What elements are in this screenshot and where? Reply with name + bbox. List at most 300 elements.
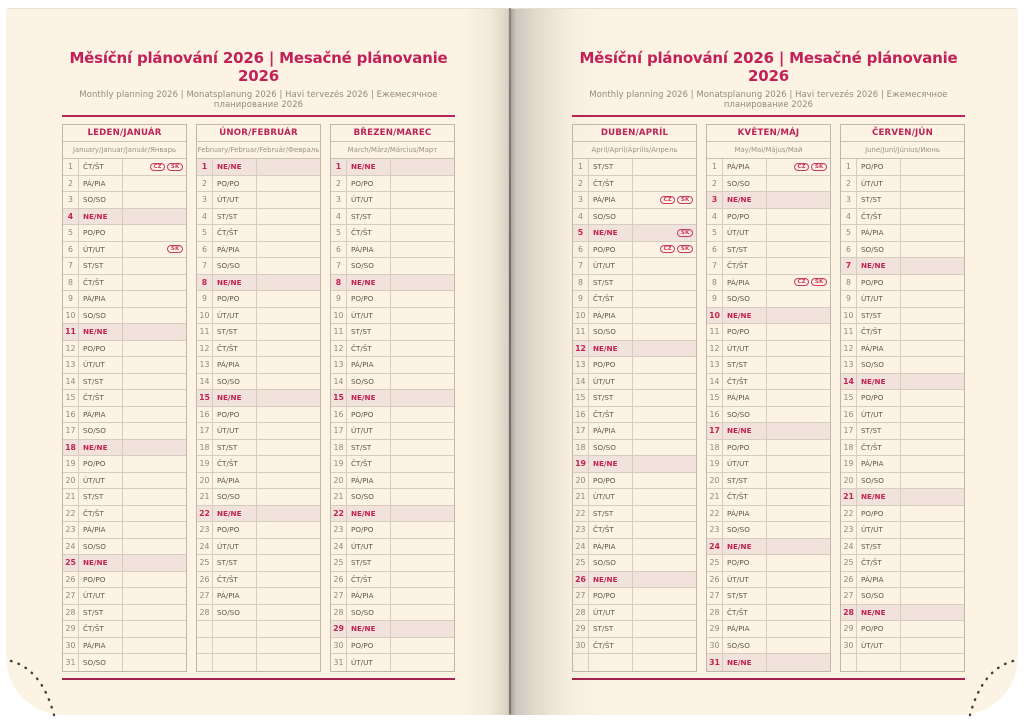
day-name: ÚT/UT bbox=[589, 374, 633, 390]
day-number: 15 bbox=[331, 390, 347, 406]
day-number: 22 bbox=[573, 506, 589, 522]
notes-cell bbox=[123, 555, 186, 571]
day-number: 2 bbox=[331, 176, 347, 192]
day-name: ÚT/UT bbox=[857, 291, 901, 307]
notes-cell bbox=[257, 473, 320, 489]
day-name: ÚT/UT bbox=[857, 176, 901, 192]
day-name: ČT/ŠT bbox=[79, 506, 123, 522]
day-name: ČT/ŠT bbox=[213, 572, 257, 588]
day-row-sunday bbox=[331, 159, 454, 176]
day-number: 15 bbox=[63, 390, 79, 406]
notes-cell bbox=[901, 456, 964, 472]
day-name: ST/ST bbox=[857, 423, 901, 439]
day-row bbox=[331, 555, 454, 572]
day-row-sunday bbox=[841, 374, 964, 391]
notes-cell bbox=[257, 605, 320, 621]
day-name: PO/PO bbox=[213, 522, 257, 538]
notes-cell bbox=[767, 341, 830, 357]
notes-cell bbox=[767, 225, 830, 241]
notes-cell bbox=[767, 258, 830, 274]
day-row bbox=[841, 225, 964, 242]
month-unor-februar bbox=[196, 124, 321, 672]
notes-cell bbox=[257, 341, 320, 357]
day-name: PO/PO bbox=[589, 357, 633, 373]
day-name: SO/SO bbox=[79, 423, 123, 439]
day-name: ST/ST bbox=[723, 242, 767, 258]
notes-cell bbox=[633, 555, 696, 571]
day-row bbox=[707, 390, 830, 407]
notes-cell bbox=[901, 209, 964, 225]
notes-cell bbox=[391, 159, 454, 175]
day-number: 16 bbox=[841, 407, 857, 423]
notes-cell bbox=[257, 522, 320, 538]
day-name: ÚT/UT bbox=[857, 407, 901, 423]
day-name: SO/SO bbox=[857, 357, 901, 373]
notes-cell bbox=[391, 258, 454, 274]
notes-cell bbox=[633, 357, 696, 373]
notes-cell bbox=[391, 440, 454, 456]
day-number: 14 bbox=[841, 374, 857, 390]
day-number: 6 bbox=[331, 242, 347, 258]
day-name: ČT/ŠT bbox=[79, 390, 123, 406]
day-number: 1 bbox=[707, 159, 723, 175]
day-row bbox=[707, 638, 830, 655]
notes-cell bbox=[901, 506, 964, 522]
day-number: 11 bbox=[707, 324, 723, 340]
day-name: PÁ/PIA bbox=[589, 423, 633, 439]
day-row bbox=[63, 489, 186, 506]
day-row bbox=[63, 522, 186, 539]
day-name: NE/NE bbox=[213, 390, 257, 406]
day-name: NE/NE bbox=[589, 572, 633, 588]
notes-cell bbox=[391, 539, 454, 555]
notes-cell bbox=[633, 572, 696, 588]
day-row bbox=[63, 159, 186, 176]
notes-cell bbox=[767, 192, 830, 208]
empty-row bbox=[197, 654, 320, 671]
month-languages: June/Juni/Június/Июнь bbox=[841, 142, 964, 159]
day-number: 23 bbox=[63, 522, 79, 538]
notes-cell bbox=[633, 176, 696, 192]
day-row bbox=[197, 225, 320, 242]
day-number: 29 bbox=[331, 621, 347, 637]
day-number: 3 bbox=[841, 192, 857, 208]
day-name: PO/PO bbox=[857, 390, 901, 406]
day-name: ČT/ŠT bbox=[589, 176, 633, 192]
day-number: 3 bbox=[331, 192, 347, 208]
day-row bbox=[331, 357, 454, 374]
day-number: 16 bbox=[573, 407, 589, 423]
day-number: 20 bbox=[63, 473, 79, 489]
day-number: 10 bbox=[841, 308, 857, 324]
notes-cell bbox=[633, 258, 696, 274]
day-name: PO/PO bbox=[857, 159, 901, 175]
day-row bbox=[63, 308, 186, 325]
holiday-badge-cz: CZ bbox=[660, 196, 675, 204]
day-row-sunday bbox=[197, 275, 320, 292]
day-number: 27 bbox=[573, 588, 589, 604]
day-name: NE/NE bbox=[589, 456, 633, 472]
day-name: NE/NE bbox=[213, 506, 257, 522]
day-name: SO/SO bbox=[79, 308, 123, 324]
day-row-sunday bbox=[707, 539, 830, 556]
day-row bbox=[841, 324, 964, 341]
notes-cell bbox=[391, 522, 454, 538]
day-row bbox=[573, 638, 696, 655]
day-number: 21 bbox=[331, 489, 347, 505]
header-rule bbox=[62, 115, 455, 117]
day-number: 22 bbox=[331, 506, 347, 522]
notes-cell bbox=[123, 225, 186, 241]
day-row bbox=[841, 407, 964, 424]
notes-cell bbox=[633, 423, 696, 439]
day-number: 12 bbox=[197, 341, 213, 357]
day-row bbox=[841, 539, 964, 556]
day-number: 14 bbox=[197, 374, 213, 390]
day-name: SO/SO bbox=[79, 539, 123, 555]
notes-cell bbox=[123, 357, 186, 373]
day-row bbox=[707, 225, 830, 242]
empty-day-name bbox=[213, 638, 257, 654]
day-row-sunday bbox=[197, 159, 320, 176]
day-number: 13 bbox=[707, 357, 723, 373]
holiday-badge-cz: CZ bbox=[150, 163, 165, 171]
day-number: 21 bbox=[197, 489, 213, 505]
day-name: ST/ST bbox=[589, 621, 633, 637]
notes-cell bbox=[257, 192, 320, 208]
day-name: NE/NE bbox=[79, 324, 123, 340]
notes-cell bbox=[633, 456, 696, 472]
day-name: PÁ/PIA bbox=[213, 473, 257, 489]
day-number: 13 bbox=[331, 357, 347, 373]
day-number: 31 bbox=[63, 654, 79, 671]
day-row-sunday bbox=[63, 209, 186, 226]
notes-cell bbox=[901, 291, 964, 307]
day-number: 14 bbox=[63, 374, 79, 390]
notes-cell bbox=[901, 407, 964, 423]
day-number: 8 bbox=[841, 275, 857, 291]
day-row bbox=[573, 176, 696, 193]
day-number: 26 bbox=[197, 572, 213, 588]
holiday-badge-sk: SK bbox=[811, 278, 827, 286]
page-title: Měsíční plánování 2026 | Mesačné plánovanie 2026 bbox=[579, 49, 958, 85]
months-row-left bbox=[62, 124, 455, 672]
notes-cell bbox=[767, 209, 830, 225]
notes-cell bbox=[391, 242, 454, 258]
day-row bbox=[331, 522, 454, 539]
notes-cell bbox=[767, 489, 830, 505]
day-number: 18 bbox=[707, 440, 723, 456]
day-row bbox=[63, 407, 186, 424]
page-left bbox=[6, 8, 511, 715]
day-row bbox=[573, 407, 696, 424]
day-number: 25 bbox=[63, 555, 79, 571]
day-row bbox=[707, 258, 830, 275]
day-number: 2 bbox=[707, 176, 723, 192]
day-row bbox=[841, 588, 964, 605]
day-number: 24 bbox=[707, 539, 723, 555]
day-name: ST/ST bbox=[589, 275, 633, 291]
notes-cell bbox=[767, 605, 830, 621]
notes-cell bbox=[901, 489, 964, 505]
notes-cell bbox=[391, 225, 454, 241]
day-row bbox=[841, 242, 964, 259]
empty-notes-cell bbox=[257, 654, 320, 671]
day-number: 4 bbox=[841, 209, 857, 225]
day-number: 12 bbox=[331, 341, 347, 357]
day-number: 28 bbox=[331, 605, 347, 621]
day-number: 2 bbox=[63, 176, 79, 192]
day-name: SO/SO bbox=[723, 291, 767, 307]
day-number: 16 bbox=[63, 407, 79, 423]
notes-cell bbox=[767, 159, 830, 175]
day-name: ÚT/UT bbox=[857, 522, 901, 538]
day-row bbox=[573, 506, 696, 523]
notes-cell bbox=[767, 506, 830, 522]
day-number: 8 bbox=[573, 275, 589, 291]
day-name: ÚT/UT bbox=[213, 308, 257, 324]
day-row bbox=[573, 440, 696, 457]
notes-cell bbox=[123, 522, 186, 538]
month-languages: January/Januar/Január/Январь bbox=[63, 142, 186, 159]
day-number: 27 bbox=[707, 588, 723, 604]
day-row bbox=[63, 456, 186, 473]
notes-cell bbox=[391, 407, 454, 423]
day-name: ST/ST bbox=[79, 374, 123, 390]
notes-cell bbox=[633, 407, 696, 423]
day-name: ÚT/UT bbox=[347, 192, 391, 208]
day-number: 9 bbox=[707, 291, 723, 307]
day-number: 6 bbox=[197, 242, 213, 258]
day-name: ÚT/UT bbox=[213, 192, 257, 208]
notes-cell bbox=[901, 621, 964, 637]
notes-cell bbox=[257, 209, 320, 225]
notes-cell bbox=[257, 308, 320, 324]
notes-cell bbox=[767, 473, 830, 489]
day-number: 10 bbox=[573, 308, 589, 324]
day-row bbox=[707, 357, 830, 374]
day-name: SO/SO bbox=[857, 588, 901, 604]
notes-cell bbox=[391, 357, 454, 373]
day-row bbox=[573, 291, 696, 308]
day-name: PÁ/PIA bbox=[857, 341, 901, 357]
day-number: 18 bbox=[197, 440, 213, 456]
day-row bbox=[197, 242, 320, 259]
day-number: 10 bbox=[707, 308, 723, 324]
day-name: ÚT/UT bbox=[79, 473, 123, 489]
day-row-sunday bbox=[63, 324, 186, 341]
day-row bbox=[707, 456, 830, 473]
day-number: 1 bbox=[331, 159, 347, 175]
day-name: PÁ/PIA bbox=[213, 588, 257, 604]
notes-cell bbox=[633, 225, 696, 241]
day-row bbox=[331, 588, 454, 605]
day-row bbox=[841, 192, 964, 209]
day-number: 16 bbox=[197, 407, 213, 423]
day-number: 17 bbox=[573, 423, 589, 439]
day-name: ÚT/UT bbox=[213, 423, 257, 439]
day-number: 10 bbox=[197, 308, 213, 324]
day-number: 12 bbox=[707, 341, 723, 357]
day-row bbox=[331, 176, 454, 193]
day-name: ČT/ŠT bbox=[589, 291, 633, 307]
day-number: 5 bbox=[197, 225, 213, 241]
day-name: ST/ST bbox=[857, 192, 901, 208]
notes-cell bbox=[123, 423, 186, 439]
month-cerven-jun bbox=[840, 124, 965, 672]
day-number: 10 bbox=[63, 308, 79, 324]
page-right bbox=[511, 8, 1018, 715]
day-name: ÚT/UT bbox=[589, 489, 633, 505]
day-row bbox=[841, 638, 964, 655]
day-number: 28 bbox=[841, 605, 857, 621]
day-row bbox=[707, 291, 830, 308]
day-row bbox=[841, 390, 964, 407]
day-number: 28 bbox=[63, 605, 79, 621]
notes-cell bbox=[257, 440, 320, 456]
month-title: LEDEN/JANUÁR bbox=[63, 125, 186, 142]
notes-cell bbox=[633, 539, 696, 555]
holiday-badge-sk: SK bbox=[167, 163, 183, 171]
day-name: NE/NE bbox=[347, 621, 391, 637]
day-row bbox=[331, 209, 454, 226]
day-name: SO/SO bbox=[589, 440, 633, 456]
day-row bbox=[197, 489, 320, 506]
notes-cell bbox=[901, 473, 964, 489]
notes-cell bbox=[123, 341, 186, 357]
day-name: PO/PO bbox=[347, 291, 391, 307]
day-row bbox=[841, 423, 964, 440]
day-number: 25 bbox=[197, 555, 213, 571]
day-number: 11 bbox=[841, 324, 857, 340]
day-number: 15 bbox=[573, 390, 589, 406]
day-name: ST/ST bbox=[79, 489, 123, 505]
day-name: PO/PO bbox=[857, 621, 901, 637]
day-number: 10 bbox=[331, 308, 347, 324]
day-row bbox=[63, 572, 186, 589]
day-number: 3 bbox=[197, 192, 213, 208]
day-name: PO/PO bbox=[723, 440, 767, 456]
day-name: PO/PO bbox=[347, 407, 391, 423]
day-number: 6 bbox=[573, 242, 589, 258]
day-row bbox=[197, 440, 320, 457]
day-name: NE/NE bbox=[79, 555, 123, 571]
day-number: 5 bbox=[573, 225, 589, 241]
day-name: PO/PO bbox=[589, 473, 633, 489]
day-number: 8 bbox=[197, 275, 213, 291]
day-row bbox=[197, 572, 320, 589]
notes-cell bbox=[391, 473, 454, 489]
day-name: PÁ/PIA bbox=[347, 242, 391, 258]
day-number: 29 bbox=[707, 621, 723, 637]
notes-cell bbox=[123, 258, 186, 274]
month-title: BŘEZEN/MAREC bbox=[331, 125, 454, 142]
notes-cell bbox=[123, 209, 186, 225]
month-languages: February/Februar/Február/Февраль bbox=[197, 142, 320, 159]
day-row bbox=[841, 308, 964, 325]
day-row bbox=[197, 522, 320, 539]
notes-cell bbox=[633, 242, 696, 258]
day-number: 30 bbox=[573, 638, 589, 654]
notes-cell bbox=[633, 192, 696, 208]
perforation-dots-right bbox=[954, 657, 1016, 719]
day-number: 21 bbox=[841, 489, 857, 505]
day-name: PO/PO bbox=[79, 341, 123, 357]
day-name: ST/ST bbox=[213, 324, 257, 340]
day-number: 12 bbox=[63, 341, 79, 357]
day-number: 9 bbox=[197, 291, 213, 307]
day-row bbox=[331, 654, 454, 671]
day-name: PO/PO bbox=[213, 176, 257, 192]
day-row bbox=[707, 407, 830, 424]
day-row bbox=[197, 374, 320, 391]
day-row bbox=[573, 192, 696, 209]
notes-cell bbox=[123, 473, 186, 489]
notes-cell bbox=[767, 638, 830, 654]
day-name: ČT/ŠT bbox=[723, 489, 767, 505]
day-name: NE/NE bbox=[723, 192, 767, 208]
day-number: 19 bbox=[707, 456, 723, 472]
day-row bbox=[331, 324, 454, 341]
notes-cell bbox=[391, 572, 454, 588]
day-row bbox=[197, 291, 320, 308]
notes-cell bbox=[901, 605, 964, 621]
day-name: PÁ/PIA bbox=[347, 473, 391, 489]
day-row bbox=[197, 324, 320, 341]
day-number: 2 bbox=[841, 176, 857, 192]
day-number: 20 bbox=[331, 473, 347, 489]
notes-cell bbox=[257, 506, 320, 522]
notes-cell bbox=[123, 506, 186, 522]
notes-cell bbox=[123, 489, 186, 505]
day-row bbox=[331, 423, 454, 440]
notes-cell bbox=[257, 588, 320, 604]
notes-cell bbox=[257, 176, 320, 192]
day-name: SO/SO bbox=[79, 192, 123, 208]
holiday-badge-cz: CZ bbox=[794, 163, 809, 171]
notes-cell bbox=[901, 176, 964, 192]
day-name: SO/SO bbox=[723, 176, 767, 192]
months-row-right bbox=[572, 124, 965, 672]
holiday-badge-sk: SK bbox=[677, 245, 693, 253]
notes-cell bbox=[391, 390, 454, 406]
day-number: 26 bbox=[573, 572, 589, 588]
day-number: 5 bbox=[63, 225, 79, 241]
month-languages: April/April/Április/Апрель bbox=[573, 142, 696, 159]
day-name: NE/NE bbox=[589, 341, 633, 357]
notes-cell bbox=[633, 341, 696, 357]
day-row bbox=[197, 423, 320, 440]
day-number: 9 bbox=[573, 291, 589, 307]
day-row-sunday bbox=[573, 456, 696, 473]
day-number: 30 bbox=[841, 638, 857, 654]
day-number: 4 bbox=[707, 209, 723, 225]
day-number: 7 bbox=[331, 258, 347, 274]
empty-notes-cell bbox=[257, 638, 320, 654]
day-row bbox=[331, 440, 454, 457]
day-name: ST/ST bbox=[723, 588, 767, 604]
day-name: SO/SO bbox=[347, 605, 391, 621]
day-row-sunday bbox=[573, 341, 696, 358]
day-number: 25 bbox=[331, 555, 347, 571]
notes-cell bbox=[123, 275, 186, 291]
day-row-sunday bbox=[63, 440, 186, 457]
notes-cell bbox=[633, 159, 696, 175]
day-number: 13 bbox=[573, 357, 589, 373]
empty-day-number bbox=[197, 638, 213, 654]
notes-cell bbox=[257, 357, 320, 373]
day-row bbox=[63, 506, 186, 523]
